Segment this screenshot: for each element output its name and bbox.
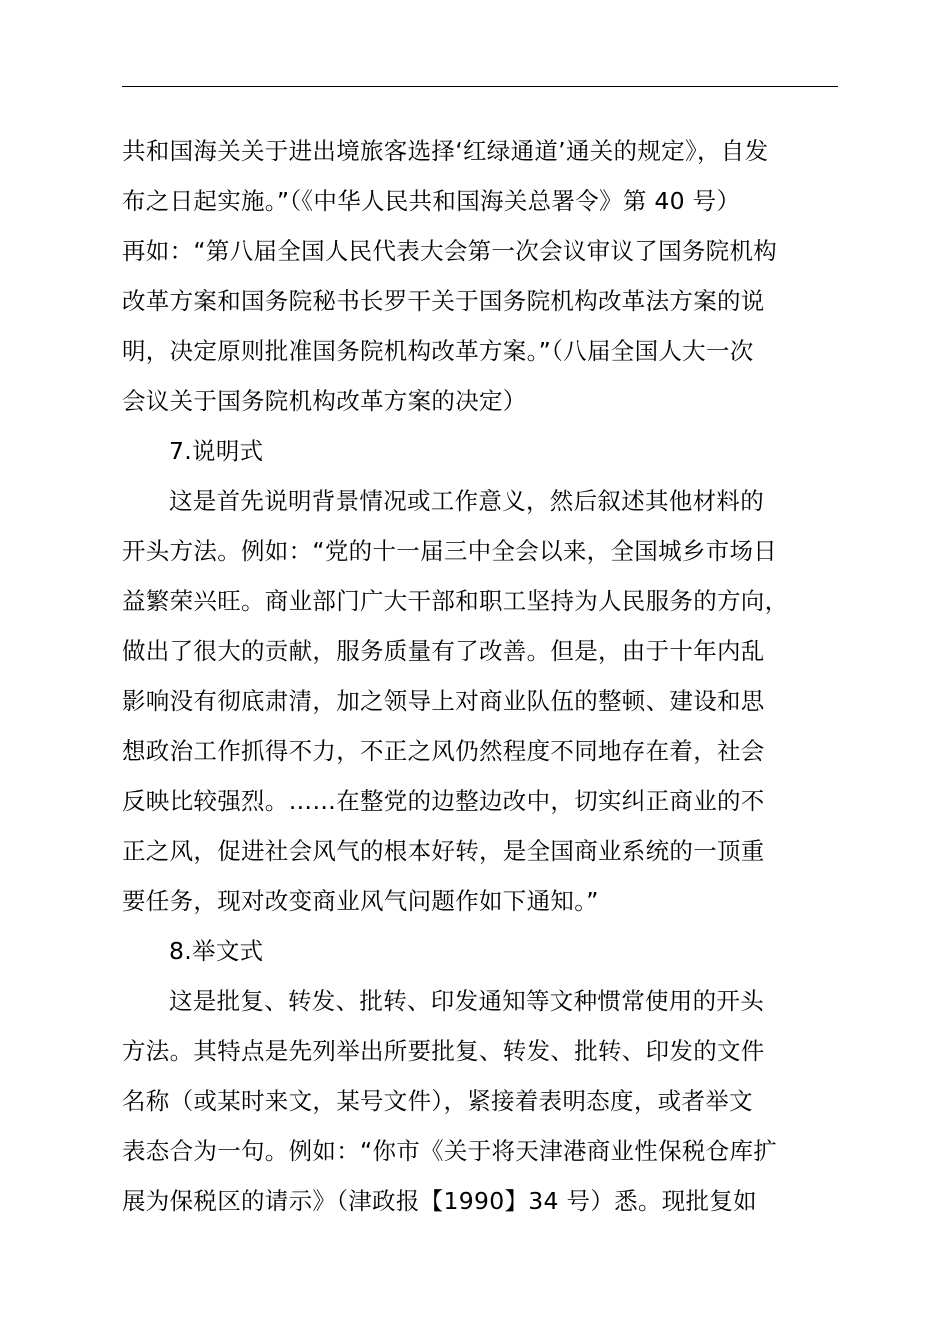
text-line: 要任务，现对改变商业风气问题作如下通知。” xyxy=(122,887,599,915)
text-line: 再如：“第八届全国人民代表大会第一次会议审议了国务院机构 xyxy=(122,237,778,265)
text-line: 布之日起实施。”（《中华人民共和国海关总署令》第 40 号） xyxy=(122,187,741,215)
text-line: 方法。其特点是先列举出所要批复、转发、批转、印发的文件 xyxy=(122,1037,765,1065)
section-heading-citation: 8.举文式 xyxy=(169,937,264,965)
paragraph-start: 这是批复、转发、批转、印发通知等文种惯常使用的开头 xyxy=(169,987,764,1015)
text-line: 影响没有彻底肃清，加之领导上对商业队伍的整顿、建设和思 xyxy=(122,687,765,715)
text-line: 会议关于国务院机构改革方案的决定） xyxy=(122,387,527,415)
text-line: 做出了很大的贡献，服务质量有了改善。但是，由于十年内乱 xyxy=(122,637,765,665)
text-line: 名称（或某时来文，某号文件），紧接着表明态度，或者举文 xyxy=(122,1087,753,1115)
text-line: 正之风，促进社会风气的根本好转，是全国商业系统的一顶重 xyxy=(122,837,765,865)
text-line: 展为保税区的请示》（津政报【1990】34 号）悉。现批复如 xyxy=(122,1187,757,1215)
text-line: 改革方案和国务院秘书长罗干关于国务院机构改革法方案的说 xyxy=(122,287,765,315)
body-text xyxy=(122,126,882,1226)
text-line: 想政治工作抓得不力，不正之风仍然程度不同地存在着，社会 xyxy=(122,737,765,765)
paragraph-start: 这是首先说明背景情况或工作意义，然后叙述其他材料的 xyxy=(169,487,764,515)
text-line: 反映比较强烈。……在整党的边整边改中，切实纠正商业的不 xyxy=(122,787,765,815)
text-line: 开头方法。例如：“党的十一届三中全会以来，全国城乡市场日 xyxy=(122,537,778,565)
section-heading-explanatory: 7.说明式 xyxy=(169,437,264,465)
text-line: 表态合为一句。例如：“你市《关于将天津港商业性保税仓库扩 xyxy=(122,1137,778,1165)
text-line: 明，决定原则批准国务院机构改革方案。”（八届全国人大一次 xyxy=(122,337,754,365)
header-rule xyxy=(122,86,838,87)
text-line: 共和国海关关于进出境旅客选择‘红绿通道’通关的规定》，自发 xyxy=(122,137,769,165)
text-line: 益繁荣兴旺。商业部门广大干部和职工坚持为人民服务的方向， xyxy=(122,587,789,615)
